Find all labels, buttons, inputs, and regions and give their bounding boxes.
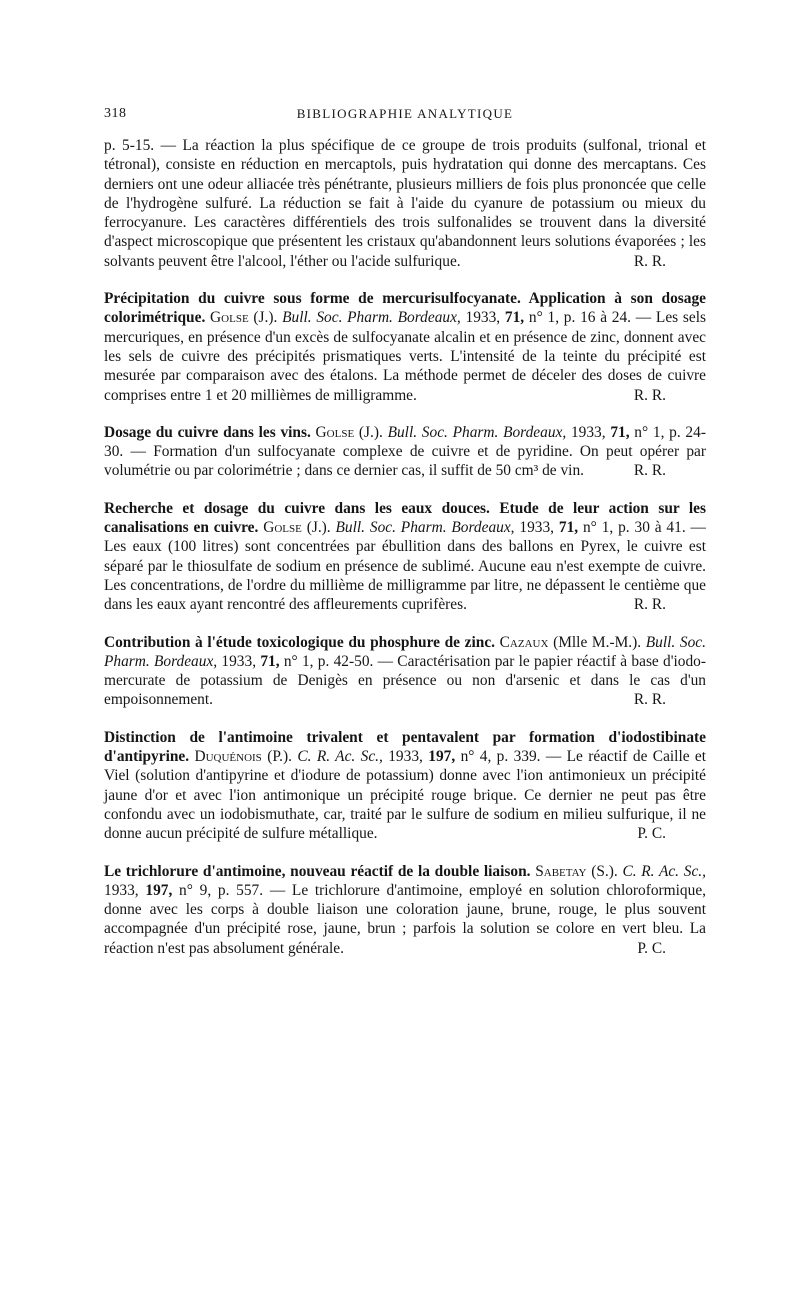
page <box>104 104 706 976</box>
entry-author-initials: (S.). <box>591 862 618 880</box>
entry-year: 1933, <box>519 519 555 537</box>
entry-body: p. 5-15. — La réaction la plus spécifique de ce groupe de trois produits (sulfonal, trional et tétronal), consiste en réduction en mercaptols, puis hydratation qui donne des mercaptans. Ces derniers ont une odeur alliacée très pénétrante, plusieurs milliers de fois plus prononcée que celle de l'hydrogène sulfuré. La réduction se fait à l'aide du cyanure de potassium ou mieux du ferrocyanure. Les caractères différentiels des trois sulfonalides se trouvent dans la diversité d'aspect microscopique que présentent les cristaux qu'abandonnent leurs solutions évaporées ; les solvants peuvent être l'alcool, l'éther ou l'acide sulfurique. <box>104 137 706 270</box>
entry-author-initials: (J.). <box>253 309 278 327</box>
entry-volume: 71, <box>260 652 280 670</box>
bibliography-entry <box>104 633 706 710</box>
entry-body: — Le trichlorure d'antimoine, employé en solution chloroformique, donne avec les corps à double liaison une coloration jaune, brune, rouge, le plus souvent accompagnée d'un précipité rose, jaune, brun ; parfois la solution se colore en vert bleu. La réaction n'est pas absolument générale. <box>104 881 706 957</box>
entry-issue: n° 1, p. 16 à 24. <box>528 309 632 327</box>
entry-year: 1933, <box>465 309 501 327</box>
entry-year: 1933, <box>221 652 257 670</box>
bibliography-entry <box>104 499 706 615</box>
entry-volume: 197, <box>428 748 456 766</box>
entry-author: Cazaux <box>499 633 549 651</box>
entry-issue: n° 1, p. 24-30. <box>104 423 706 461</box>
entry-journal: Bull. Soc. Pharm. Bordeaux, <box>104 633 706 670</box>
bibliography-entry <box>104 423 706 481</box>
entry-body: — Caractérisation par le papier réactif à base d'iodo-mercurate de potassium de Denigès en présence ou non d'arsenic et dans le cas d'un empoisonnement. <box>104 652 706 709</box>
entry-signature: R. R. <box>633 596 666 614</box>
entry-author: Duquénois <box>194 748 262 766</box>
entry-author: Golse <box>210 309 249 327</box>
entry-author-initials: (Mlle M.-M.). <box>553 633 642 651</box>
entry-title: Dosage du cuivre dans les vins. <box>104 423 311 441</box>
entry-signature: R. R. <box>633 691 666 709</box>
entry-author: Sabetay <box>535 862 587 880</box>
entry-journal: C. R. Ac. Sc., <box>622 862 706 880</box>
entry-author-initials: (J.). <box>306 519 331 537</box>
entry-body: — Formation d'un sulfocyanate complexe de cuivre et de pyridine. On peut opérer par volumétrie ou par colorimétrie ; dans ce dernier cas, il suffit de 50 cm³ de vin. <box>104 443 706 480</box>
entry-volume: 197, <box>145 881 173 899</box>
entry-year: 1933, <box>388 748 423 766</box>
entry-signature: P. C. <box>637 825 666 843</box>
entry-body: — Les sels mercuriques, en présence d'un excès de sulfocyanate alcalin et en présence de zinc, donnent avec les sels de cuivre des précipités prismatiques verts. L'intensité de la teinte du précipité est mesurée par comparaison avec des étalons. La méthode permet de déceler des doses de cuivre comprises entre 1 et 20 millièmes de milligramme. <box>104 309 706 404</box>
bibliography-entry <box>104 136 706 271</box>
entry-journal: Bull. Soc. Pharm. Bordeaux, <box>282 309 461 327</box>
entry-year: 1933, <box>104 881 139 899</box>
page-header <box>104 104 706 126</box>
entry-volume: 71, <box>610 423 630 441</box>
entry-body: — Les eaux (100 litres) sont concentrées par ébullition dans des ballons en Pyrex, le cuivre est séparé par le thiosulfate de sodium en présence de sublimé. Aucune eau n'est exempte de cuivre. Les concentrations, de l'ordre du millième de milligramme par litre, ne dépassent le centième que dans les eaux ayant rencontré des affleurements cuprifères. <box>104 519 706 614</box>
entry-signature: R. R. <box>633 252 666 270</box>
entry-issue: n° 9, p. 557. <box>179 881 264 899</box>
bibliography-entry <box>104 728 706 844</box>
entry-volume: 71, <box>558 519 579 537</box>
entry-title: Distinction de l'antimoine trivalent et pentavalent par formation d'iodostibinate d'antipyrine. <box>104 728 706 766</box>
entry-title: Le trichlorure d'antimoine, nouveau réactif de la double liaison. <box>104 862 531 880</box>
entry-signature: R. R. <box>633 462 666 480</box>
entry-journal: Bull. Soc. Pharm. Bordeaux, <box>387 423 567 441</box>
entry-issue: n° 1, p. 30 à 41. <box>582 519 686 537</box>
entry-journal: C. R. Ac. Sc., <box>297 748 383 766</box>
entry-journal: Bull. Soc. Pharm. Bordeaux, <box>335 519 515 537</box>
page-number: 318 <box>104 106 127 121</box>
entry-title: Recherche et dosage du cuivre dans les eaux douces. Etude de leur action sur les canalisations en cuivre. <box>104 499 706 537</box>
entry-signature: P. C. <box>637 939 666 957</box>
entry-issue: n° 1, p. 42-50. <box>283 652 374 670</box>
bibliography-entry <box>104 862 706 958</box>
entry-author: Golse <box>263 519 302 537</box>
entry-volume: 71, <box>504 309 525 327</box>
entry-signature: R. R. <box>633 386 666 404</box>
entry-author: Golse <box>315 423 355 441</box>
entry-issue: n° 4, p. 339. <box>460 748 541 766</box>
entry-body: — Le réactif de Caille et Viel (solution d'antipyrine et d'iodure de potassium) donne avec l'ion antimonieux un précipité jaune d'or et avec l'ion antimonique un précipité rouge brique. Ce dernier ne peut pas être confondu avec un iodobismuthate, car, traité par le sulfure de sodium en milieu sulfurique, il ne donne aucun précipité de sulfure métallique. <box>104 748 707 843</box>
entry-author-initials: (P.). <box>267 748 292 766</box>
entry-author-initials: (J.). <box>358 423 383 441</box>
entry-title: Précipitation du cuivre sous forme de mercurisulfocyanate. Application à son dosage colorimétrique. <box>104 290 706 327</box>
running-title: BIBLIOGRAPHIE ANALYTIQUE <box>296 106 514 121</box>
bibliography-entry <box>104 289 706 405</box>
entry-title: Contribution à l'étude toxicologique du phosphure de zinc. <box>104 633 496 651</box>
entry-year: 1933, <box>570 423 606 441</box>
